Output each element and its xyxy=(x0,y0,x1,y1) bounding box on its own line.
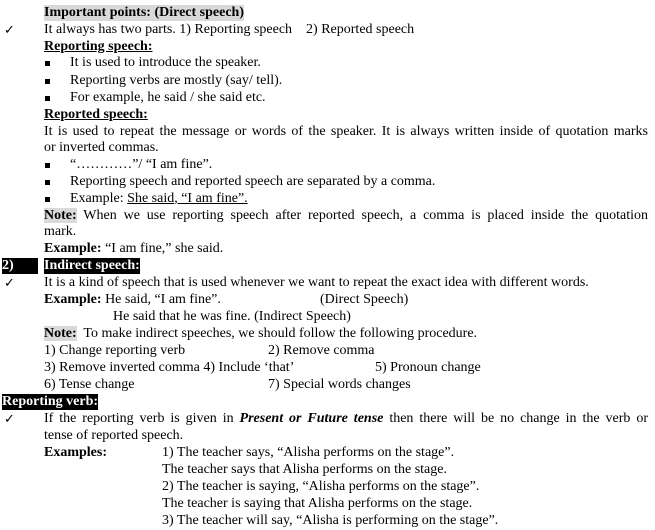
rule-line-1 xyxy=(44,410,648,427)
bullet-icon xyxy=(45,96,50,101)
example-2-indirect: The teacher is saying that Alisha performs on the stage. xyxy=(162,496,473,511)
reported-bullet-2: Reporting speech and reported speech are separated by a comma. xyxy=(70,174,436,189)
reporting-bullet-1: It is used to introduce the speaker. xyxy=(70,55,261,70)
rule-line-2: tense of reported speech. xyxy=(44,428,184,443)
bullet-icon xyxy=(45,163,50,168)
indirect-note-text: To make indirect speeches, we should follow the following procedure. xyxy=(76,326,478,341)
indirect-note xyxy=(44,326,477,342)
indirect-desc: It is a kind of speech that is used whenever we want to repeat the exact idea with different words. xyxy=(44,275,589,290)
direct-speech-tag: (Direct Speech) xyxy=(320,292,409,307)
example-prefix: Example: xyxy=(70,191,128,206)
section-number: 2) xyxy=(2,258,38,274)
example-1-indirect: The teacher says that Alisha performs on the stage. xyxy=(162,462,447,477)
bullet-icon xyxy=(45,61,50,66)
example-1: 1) The teacher says, “Alisha performs on the stage”. xyxy=(162,445,455,460)
note-label: Note: xyxy=(44,208,77,223)
indirect-example-label: Example: xyxy=(44,292,102,307)
reported-desc-line-2: or inverted commas. xyxy=(44,140,159,155)
example-text: “I am fine,” she said. xyxy=(101,241,224,256)
indirect-example-direct xyxy=(44,292,221,308)
note-line-1 xyxy=(44,207,648,224)
examples-label: Examples: xyxy=(44,445,107,460)
heading-indirect-speech: Indirect speech: xyxy=(44,258,140,273)
note-line-2: mark. xyxy=(44,224,77,239)
step-2: 2) Remove comma xyxy=(268,343,375,358)
rule-text-c: then there will be no change in the verb or xyxy=(383,411,649,426)
reported-desc-line-1: It is used to repeat the message or words of the speaker. It is always written inside of quotation marks xyxy=(44,124,648,139)
reporting-bullet-2: Reporting verbs are mostly (say/ tell). xyxy=(70,73,283,88)
example-quote: “I am fine”. xyxy=(181,191,248,206)
example-label: Example: xyxy=(44,241,102,256)
example-line xyxy=(44,241,223,257)
example-2: 2) The teacher is saying, “Alisha performs on the stage”. xyxy=(162,479,480,494)
heading-reported-speech: Reported speech: xyxy=(44,107,148,122)
reported-bullet-1: “…………”/ “I am fine”. xyxy=(70,157,213,172)
step-7: 7) Special words changes xyxy=(268,377,411,392)
example-comma: , xyxy=(174,191,182,206)
step-3-4: 3) Remove inverted comma 4) Include ‘that’ xyxy=(44,360,295,375)
indirect-example-direct-text: He said, “I am fine”. xyxy=(101,292,221,307)
step-6: 6) Tense change xyxy=(44,377,135,392)
check-icon: ✓ xyxy=(4,411,15,426)
example-3: 3) The teacher will say, “Alisha is performing on the stage”. xyxy=(162,513,499,528)
check-icon: ✓ xyxy=(4,22,15,37)
bullet-icon xyxy=(45,197,50,202)
bullet-icon xyxy=(45,79,50,84)
indirect-note-label: Note: xyxy=(44,326,77,341)
heading-reporting-verb: Reporting verb: xyxy=(2,394,99,409)
bullet-icon xyxy=(45,180,50,185)
note-text: When we use reporting speech after reported speech, a comma is placed inside the quotation xyxy=(76,208,648,223)
rule-tense: Present or Future tense xyxy=(239,411,384,426)
reporting-bullet-3: For example, he said / she said etc. xyxy=(70,90,266,105)
step-5: 5) Pronoun change xyxy=(375,360,481,375)
heading-reporting-speech: Reporting speech: xyxy=(44,39,153,54)
heading-direct-speech: Important points: (Direct speech) xyxy=(44,5,244,20)
example-she-said: She said xyxy=(127,191,175,206)
reported-bullet-3 xyxy=(70,191,248,207)
indirect-example-indirect: He said that he was fine. (Indirect Speech) xyxy=(113,309,351,324)
rule-text-a: If the reporting verb is given in xyxy=(44,411,240,426)
check-icon: ✓ xyxy=(4,275,15,290)
intro-line: It always has two parts. 1) Reporting speech 2) Reported speech xyxy=(44,22,415,37)
step-1: 1) Change reporting verb xyxy=(44,343,186,358)
